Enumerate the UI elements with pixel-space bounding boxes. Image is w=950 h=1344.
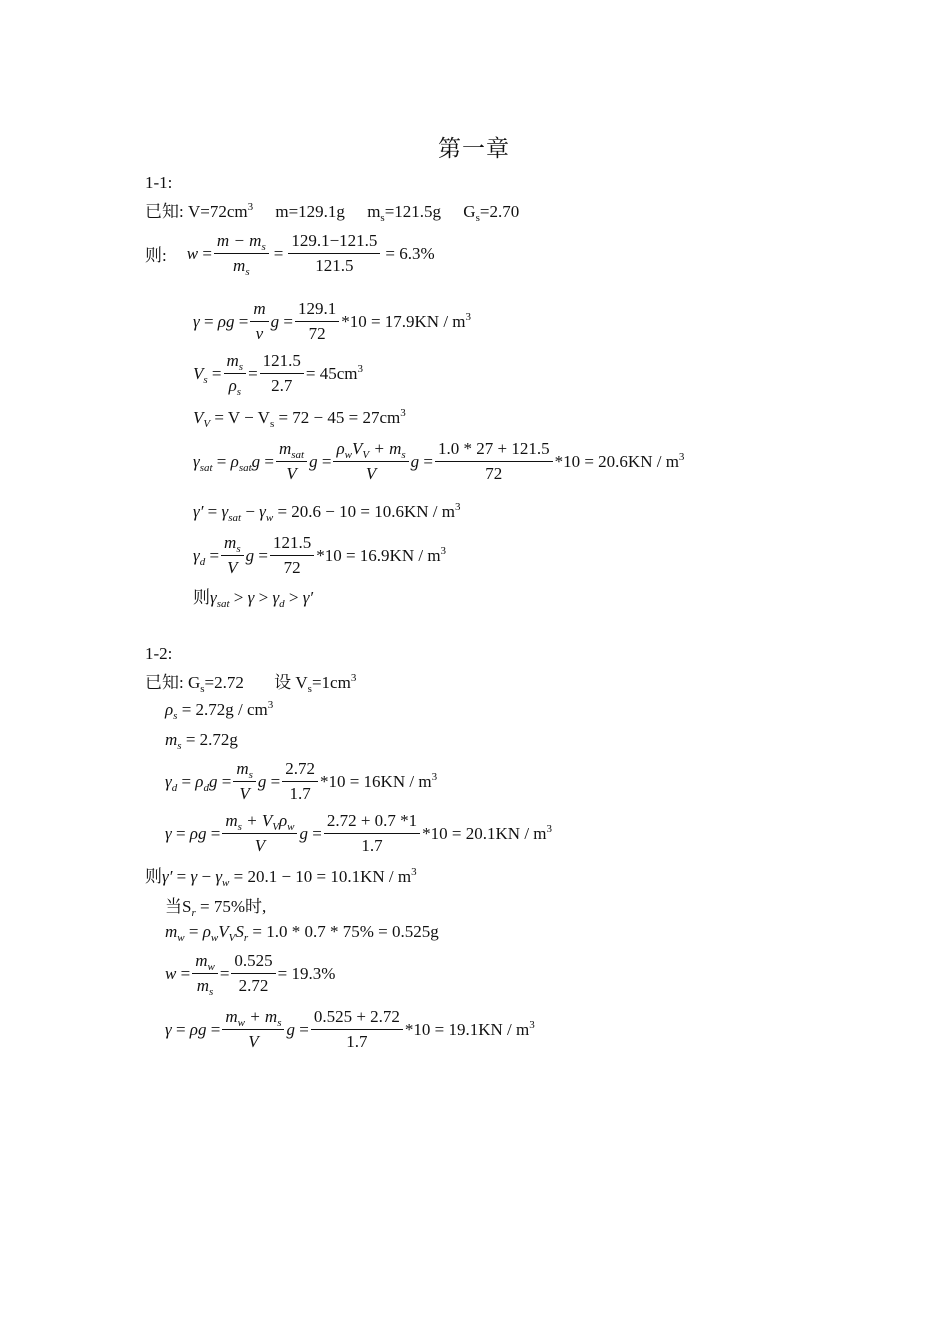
equation-void-volume: $V_V = V - V_s = 72 - 45 = 27cm^3$ (193, 407, 406, 430)
conclusion-inequality: 则$\gamma_{sat} > \gamma > \gamma_d > \gamma'$ (193, 588, 314, 610)
problem-1-2-given: 已知: $G_s=2.72$ 设 $V_s=1cm^3$ (145, 672, 357, 695)
equation-unit-weight: γ = ρg = $\frac{m_s + V_V\rho_w}{V}$ g = $\frac{2.72 + 0.7 *1}{1.7}$ $*10 = 20.1KN / m^3$ (165, 811, 553, 855)
given-solid-mass: $m_s=121.5g$ (367, 202, 442, 224)
equation-unit-weight: γ = ρg = $\frac{m}{v}$ g = $\frac{129.1}{72}$ $*10 = 17.9KN / m^3$ (193, 299, 472, 343)
chapter-title: 第一章 (438, 136, 510, 161)
equation-buoyant-unit-weight: $\gamma' = \gamma_{sat} - \gamma_w = 20.6 - 10 = 10.6KN / m^3$ (193, 501, 461, 524)
then-label: 则: (145, 246, 167, 265)
problem-1-1-given (145, 197, 519, 222)
equation-saturated-unit-weight: $\gamma_{sat} = \rho_{sat}g$ = $\frac{m_{sat}}{V}$ g = $\frac{\rho_wV_V + m_s}{V}$ g = $\frac{1.0 * 27 + 121.5}{72}$ $*10 = 20.6KN / m^3$ (193, 439, 685, 483)
given-label: 已知: (145, 202, 184, 221)
equation-solid-volume: $V_s$ = $\frac{m_s}{\rho_s}$ = $\frac{121.5}{2.7}$ = $45cm^3$ (193, 351, 364, 398)
problem-1-2-heading: 1-2: (145, 644, 173, 663)
equation-dry-unit-weight: $\gamma_d$ = $\frac{m_s}{V}$ g = $\frac{121.5}{72}$ $*10 = 16.9KN / m^3$ (193, 533, 447, 577)
equation-solid-mass: $m_s = 2.72g$ (165, 730, 238, 752)
problem-1-1-heading: 1-1: (145, 173, 173, 192)
equation-water-content: 则: w = $\frac{m - m_s}{m_s}$ = $\frac{129.1-121.5}{121.5}$ = 6.3% (145, 231, 435, 278)
equation-unit-weight-partial: γ = ρg = $\frac{m_w + m_s}{V}$ g = $\frac{0.525 + 2.72}{1.7}$ $*10 = 19.1KN / m^3$ (165, 1007, 535, 1051)
equation-water-content: w = $\frac{m_w}{m_s}$ = $\frac{0.525}{2.72}$ = 19.3% (165, 951, 336, 998)
equation-buoyant-unit-weight: 则$\gamma' = \gamma - \gamma_w = 20.1 - 10 = 10.1KN / m^3$ (145, 866, 417, 889)
assumption: 设 $V_s=1cm^3$ (274, 672, 357, 695)
equation-solid-density: $\rho_s = 2.72g / cm^3$ (165, 699, 274, 722)
given-volume: $V=72cm^3$ (187, 201, 254, 221)
condition-saturation: 当$S_r = 75\%$时, (165, 897, 267, 919)
equation-water-mass: $m_w = \rho_wV_VS_r = 1.0 * 0.7 * 75\% = 0.525g$ (165, 922, 439, 944)
given-specific-gravity: $G_s=2.70$ (463, 202, 520, 224)
equation-dry-unit-weight: $\gamma_d = \rho_dg$ = $\frac{m_s}{V}$ g = $\frac{2.72}{1.7}$ $*10 = 16KN / m^3$ (165, 759, 438, 803)
given-specific-gravity: $G_s=2.72$ (187, 673, 244, 695)
given-mass: m=129.1g (275, 202, 345, 221)
